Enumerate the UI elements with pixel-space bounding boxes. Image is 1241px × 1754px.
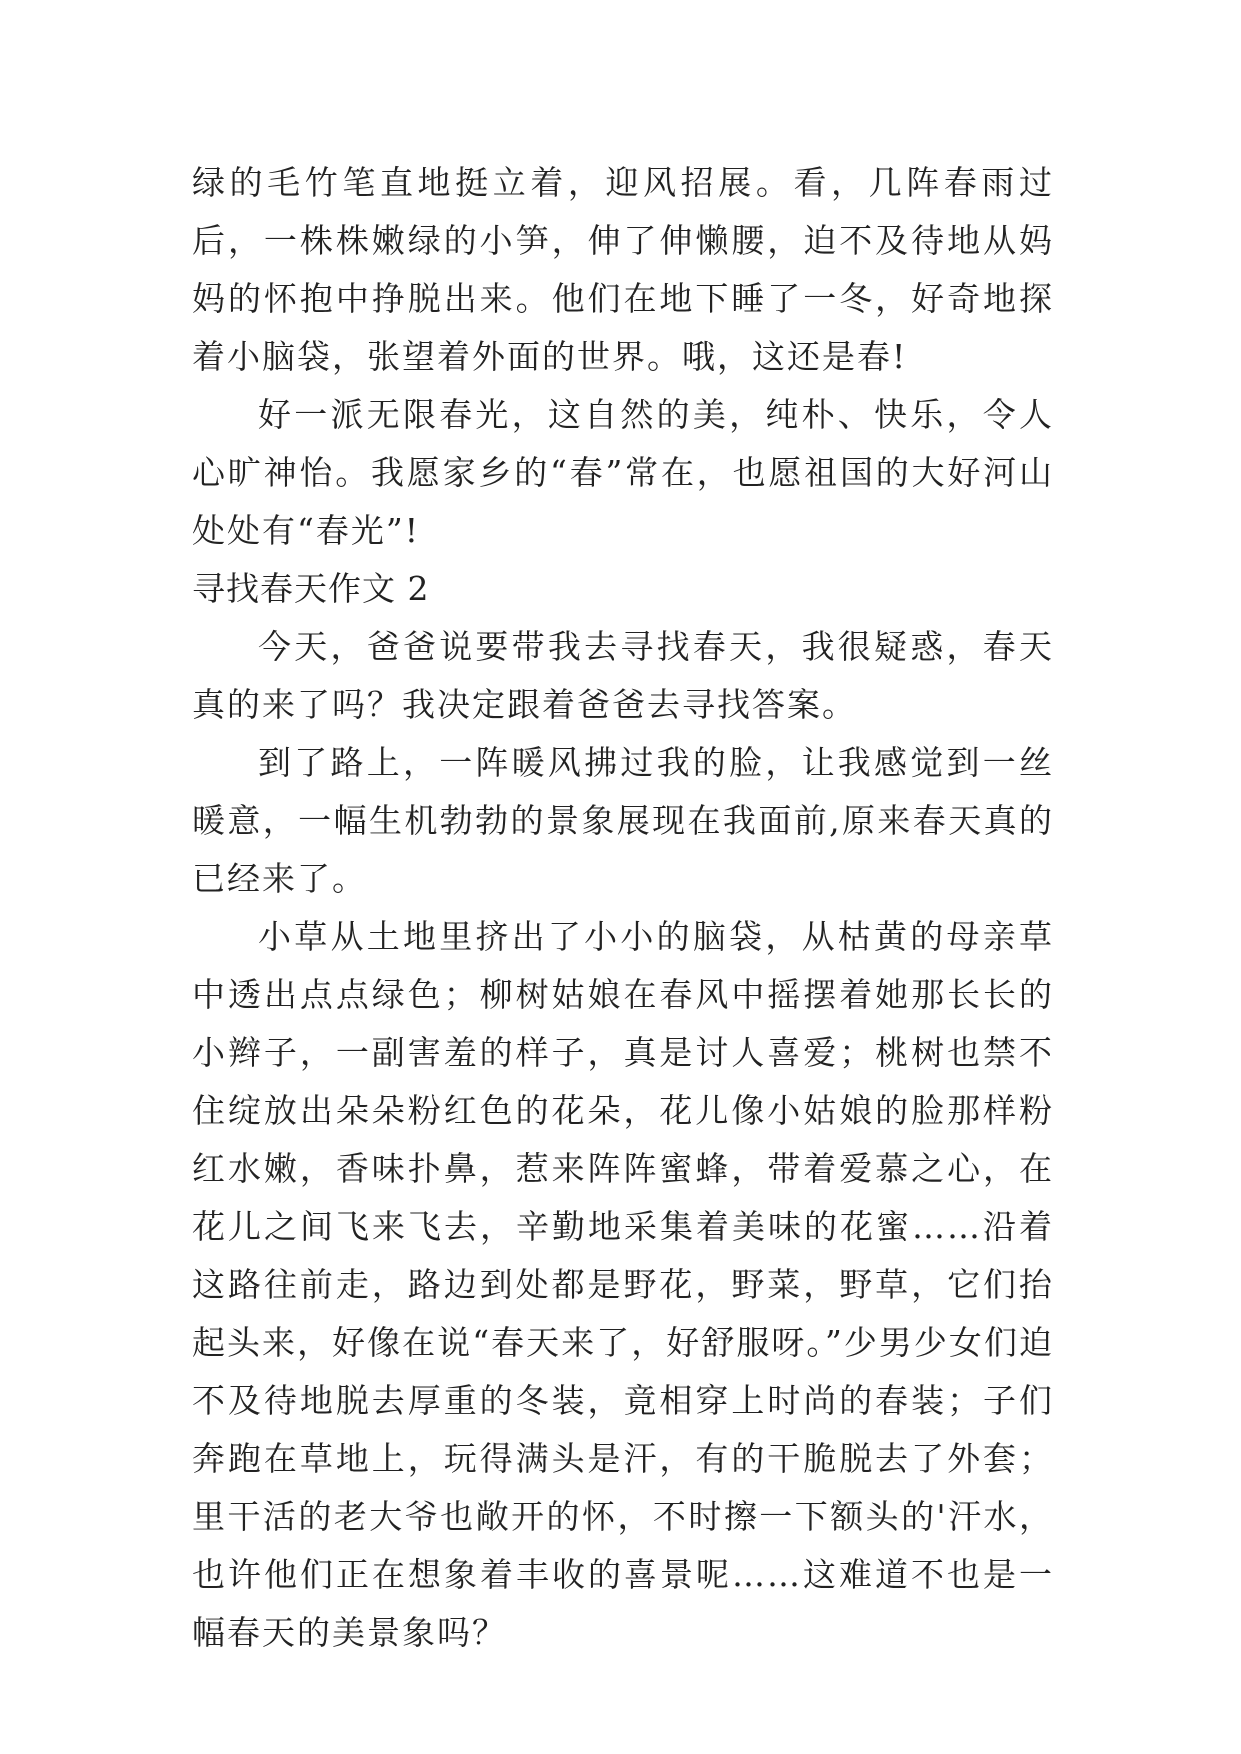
paragraph: 今天，爸爸说要带我去寻找春天，我很疑惑，春天真的来了吗？我决定跟着爸爸去寻找答案。: [192, 627, 1054, 724]
paragraph: 到了路上，一阵暖风拂过我的脸，让我感觉到一丝暖意，一幅生机勃勃的景象展现在我面前,原来春天真的已经来了。: [192, 743, 1054, 898]
document-body: [192, 154, 1054, 1662]
section-heading: 寻找春天作文 2: [192, 569, 430, 608]
paragraph-continuation: 绿的毛竹笔直地挺立着，迎风招展。看，几阵春雨过后，一株株嫩绿的小笋，伸了伸懒腰，迫不及待地从妈妈的怀抱中挣脱出来。他们在地下睡了一冬，好奇地探着小脑袋，张望着外面的世界。哦，这还是春!: [192, 163, 1054, 376]
paragraph: 好一派无限春光，这自然的美，纯朴、快乐，令人心旷神怡。我愿家乡的“春”常在，也愿祖国的大好河山处处有“春光”!: [192, 395, 1054, 550]
paragraph: 小草从土地里挤出了小小的脑袋，从枯黄的母亲草中透出点点绿色；柳树姑娘在春风中摇摆着她那长长的小辫子，一副害羞的样子，真是讨人喜爱；桃树也禁不住绽放出朵朵粉红色的花朵，花儿像小姑娘的脸那样粉红水嫩，香味扑鼻，惹来阵阵蜜蜂，带着爱慕之心，在花儿之间飞来飞去，辛勤地采集着美味的花蜜……沿着这路往前走，路边到处都是野花，野菜，野草，它们抬起头来，好像在说“春天来了，好舒服呀。”少男少女们迫不及待地脱去厚重的冬装，竟相穿上时尚的春装；子们奔跑在草地上，玩得满头是汗，有的干脆脱去了外套；里干活的老大爷也敞开的怀，不时擦一下额头的'汗水，也许他们正在想象着丰收的喜景呢……这难道不也是一幅春天的美景象吗？: [192, 917, 1054, 1652]
